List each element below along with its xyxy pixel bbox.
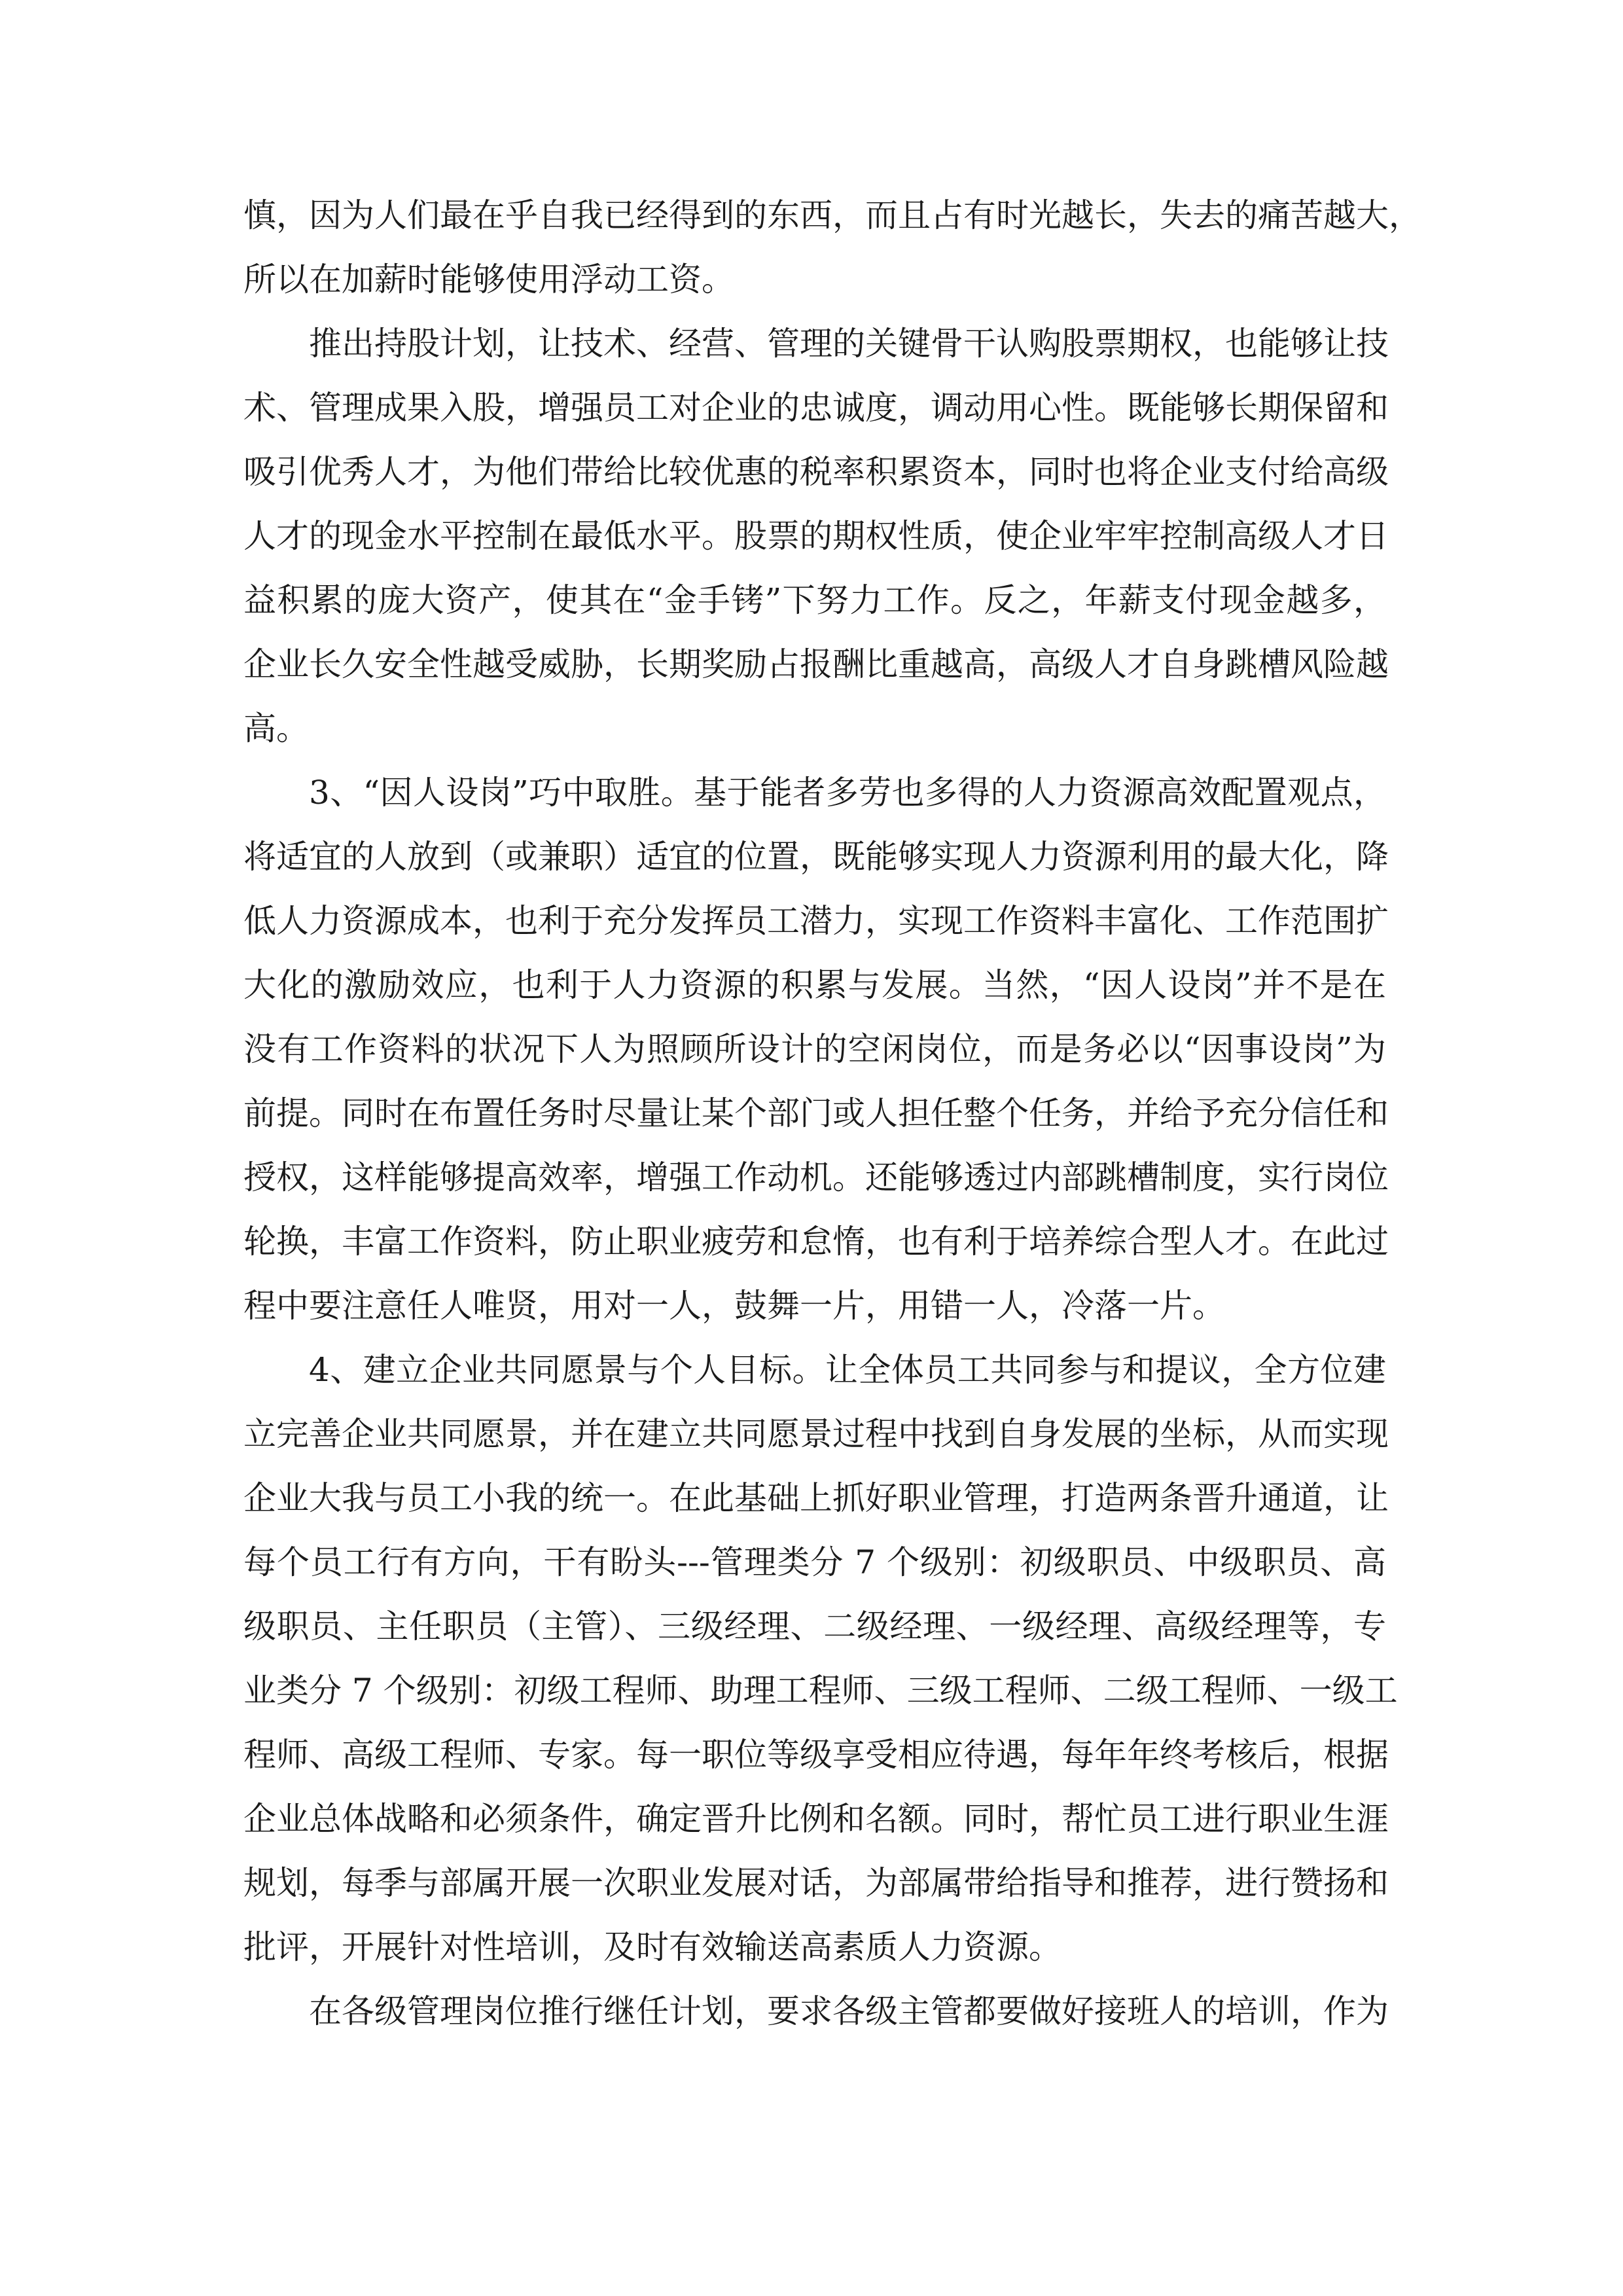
text-line: 低人力资源成本，也利于充分发挥员工潜力，实现工作资料丰富化、工作范围扩 bbox=[243, 902, 1389, 940]
text-line: 企业长久安全性越受威胁，长期奖励占报酬比重越高，高级人才自身跳槽风险越 bbox=[243, 645, 1389, 683]
text-line: 人才的现金水平控制在最低水平。股票的期权性质，使企业牢牢控制高级人才日 bbox=[243, 517, 1389, 555]
text-line: 规划，每季与部属开展一次职业发展对话，为部属带给指导和推荐，进行赞扬和 bbox=[243, 1864, 1389, 1902]
text-line: 批评，开展针对性培训，及时有效输送高素质人力资源。 bbox=[243, 1928, 1061, 1966]
paragraph-section-3 bbox=[243, 761, 1389, 1338]
text-line: 业类分 7 个级别：初级工程师、助理工程师、三级工程师、二级工程师、一级工 bbox=[243, 1672, 1398, 1710]
text-line: 授权，这样能够提高效率，增强工作动机。还能够透过内部跳槽制度，实行岗位 bbox=[243, 1158, 1389, 1196]
text-line: 级职员、主任职员（主管）、三级经理、二级经理、一级经理、高级经理等，专 bbox=[243, 1607, 1386, 1645]
text-line: 在各级管理岗位推行继任计划，要求各级主管都要做好接班人的培训，作为 bbox=[309, 1992, 1389, 2030]
text-line: 高。 bbox=[243, 709, 309, 747]
text-line: 每个员工行有方向，干有盼头---管理类分 7 个级别：初级职员、中级职员、高 bbox=[243, 1543, 1386, 1581]
text-line: 程中要注意任人唯贤，用对一人，鼓舞一片，用错一人，冷落一片。 bbox=[243, 1287, 1225, 1325]
text-line: 4、建立企业共同愿景与个人目标。让全体员工共同参与和提议，全方位建 bbox=[309, 1351, 1386, 1389]
text-line: 大化的激励效应，也利于人力资源的积累与发展。当然，“因人设岗”并不是在 bbox=[243, 966, 1386, 1004]
text-line: 前提。同时在布置任务时尽量让某个部门或人担任整个任务，并给予充分信任和 bbox=[243, 1094, 1389, 1132]
paragraph-section-4 bbox=[243, 1338, 1398, 1979]
text-line: 推出持股计划，让技术、经营、管理的关键骨干认购股票期权，也能够让技 bbox=[309, 325, 1389, 363]
text-line: 企业大我与员工小我的统一。在此基础上抓好职业管理，打造两条晋升通道，让 bbox=[243, 1479, 1389, 1517]
text-line: 慎，因为人们最在乎自我已经得到的东西，而且占有时光越长，失去的痛苦越大， bbox=[243, 196, 1421, 234]
paragraph-float-wage bbox=[243, 183, 1421, 312]
paragraph-succession-plan bbox=[243, 1979, 1389, 2043]
text-line: 吸引优秀人才，为他们带给比较优惠的税率积累资本，同时也将企业支付给高级 bbox=[243, 453, 1389, 491]
text-line: 轮换，丰富工作资料，防止职业疲劳和怠惰，也有利于培养综合型人才。在此过 bbox=[243, 1223, 1389, 1261]
text-line: 企业总体战略和必须条件，确定晋升比例和名额。同时，帮忙员工进行职业生涯 bbox=[243, 1800, 1389, 1838]
text-line: 3、“因人设岗”巧中取胜。基于能者多劳也多得的人力资源高效配置观点， bbox=[309, 774, 1386, 812]
text-line: 将适宜的人放到（或兼职）适宜的位置，既能够实现人力资源利用的最大化，降 bbox=[243, 838, 1389, 876]
paragraph-stock-plan bbox=[243, 312, 1389, 761]
text-line: 所以在加薪时能够使用浮动工资。 bbox=[243, 260, 734, 298]
text-line: 术、管理成果入股，增强员工对企业的忠诚度，调动用心性。既能够长期保留和 bbox=[243, 389, 1389, 427]
text-line: 益积累的庞大资产，使其在“金手铐”下努力工作。反之，年薪支付现金越多， bbox=[243, 581, 1386, 619]
document-body bbox=[243, 183, 1421, 2043]
text-line: 立完善企业共同愿景，并在建立共同愿景过程中找到自身发展的坐标，从而实现 bbox=[243, 1415, 1389, 1453]
text-line: 没有工作资料的状况下人为照顾所设计的空闲岗位，而是务必以“因事设岗”为 bbox=[243, 1030, 1386, 1068]
text-line: 程师、高级工程师、专家。每一职位等级享受相应待遇，每年年终考核后，根据 bbox=[243, 1736, 1389, 1774]
